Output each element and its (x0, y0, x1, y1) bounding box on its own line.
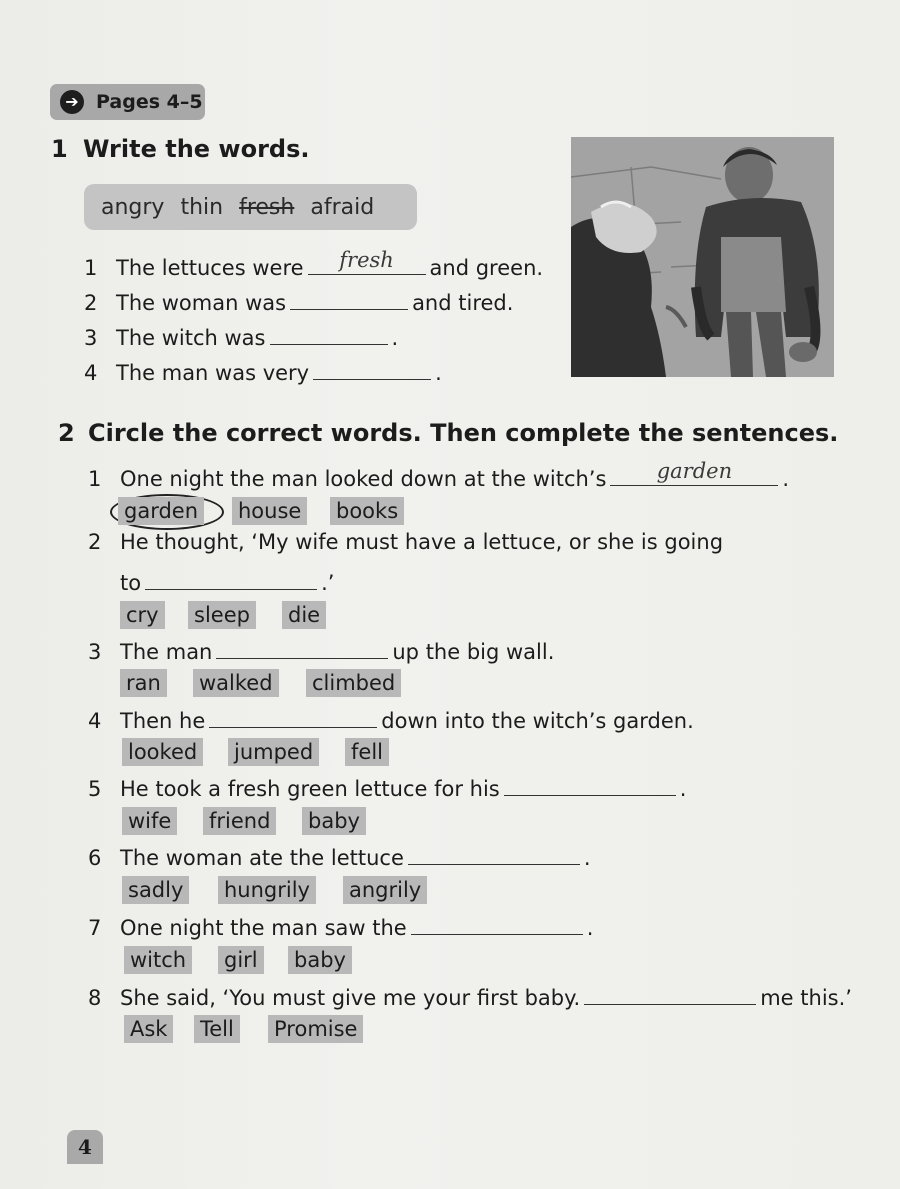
section2-heading (58, 419, 838, 447)
option-chip[interactable]: sadly (122, 876, 189, 904)
option-chip[interactable]: girl (218, 946, 264, 974)
exercise1-item: 2 The woman was and tired. (84, 287, 513, 315)
pages-tag (50, 84, 205, 120)
answer-blank[interactable] (313, 357, 431, 380)
option-chip[interactable]: die (282, 601, 326, 629)
exercise2-item: 1 One night the man looked down at the witch’s garden . (88, 459, 790, 491)
option-chip[interactable]: cry (120, 601, 165, 629)
answer-blank[interactable] (504, 773, 676, 796)
story-illustration (571, 137, 834, 377)
exercise2-item: 3 The man up the big wall. (88, 636, 554, 664)
option-chip[interactable]: friend (203, 807, 276, 835)
exercise1-item: 3 The witch was . (84, 322, 398, 350)
exercise1-item: 1 The lettuces were fresh and green. (84, 248, 544, 280)
answer-blank[interactable] (610, 459, 778, 486)
section2-number: 2 (58, 419, 75, 447)
word-option: afraid (310, 194, 375, 220)
option-chip[interactable]: fell (345, 738, 389, 766)
section1-title: Write the words. (83, 135, 310, 163)
answer-blank[interactable] (290, 287, 408, 310)
option-chip[interactable]: Tell (194, 1015, 240, 1043)
word-option: thin (180, 194, 224, 220)
section2-title: Circle the correct words. Then complete the sentences. (88, 419, 839, 447)
exercise2-item: 6 The woman ate the lettuce . (88, 842, 591, 870)
exercise2-item: 4 Then he down into the witch’s garden. (88, 705, 694, 733)
option-chip[interactable]: sleep (188, 601, 256, 629)
option-chip[interactable]: witch (124, 946, 192, 974)
word-box (84, 184, 417, 230)
page-number: 4 (67, 1130, 103, 1164)
option-chip[interactable]: baby (288, 946, 352, 974)
exercise2-item: 7 One night the man saw the . (88, 912, 593, 940)
option-chip[interactable]: garden (118, 497, 204, 525)
option-chip[interactable]: looked (122, 738, 203, 766)
answer-blank[interactable] (270, 322, 388, 345)
pages-label: Pages 4–5 (96, 91, 203, 113)
arrow-right-icon: ➔ (60, 90, 84, 114)
word-option-struck: fresh (239, 194, 295, 220)
option-chip[interactable]: ran (120, 669, 167, 697)
answer-blank[interactable] (145, 567, 317, 590)
handwritten-answer: garden (656, 459, 733, 483)
answer-blank[interactable] (408, 842, 580, 865)
exercise2-item: 8 She said, ‘You must give me your first baby. me this.’ (88, 982, 852, 1010)
option-chip[interactable]: angrily (343, 876, 427, 904)
option-chip[interactable]: house (232, 497, 307, 525)
answer-blank[interactable] (308, 248, 426, 275)
option-chip[interactable]: jumped (228, 738, 319, 766)
option-chip[interactable]: climbed (306, 669, 401, 697)
exercise2-item: 5 He took a fresh green lettuce for his . (88, 773, 686, 801)
section1-number: 1 (51, 135, 68, 163)
answer-blank[interactable] (584, 982, 756, 1005)
handwritten-answer: fresh (339, 248, 394, 272)
exercise2-item: 2 He thought, ‘My wife must have a lettuce, or she is going (88, 530, 724, 554)
option-chip[interactable]: walked (193, 669, 279, 697)
option-chip[interactable]: Promise (268, 1015, 363, 1043)
answer-blank[interactable] (209, 705, 377, 728)
option-chip[interactable]: wife (122, 807, 177, 835)
word-option: angry (101, 194, 165, 220)
option-chip[interactable]: baby (302, 807, 366, 835)
answer-blank[interactable] (216, 636, 388, 659)
answer-blank[interactable] (411, 912, 583, 935)
option-chip[interactable]: hungrily (218, 876, 316, 904)
section1-heading (51, 135, 310, 163)
exercise2-item-cont: to .’ (120, 567, 334, 595)
option-chip[interactable]: books (330, 497, 404, 525)
exercise1-item: 4 The man was very . (84, 357, 442, 385)
option-chip[interactable]: Ask (124, 1015, 173, 1043)
illustration-drawing (571, 137, 834, 377)
